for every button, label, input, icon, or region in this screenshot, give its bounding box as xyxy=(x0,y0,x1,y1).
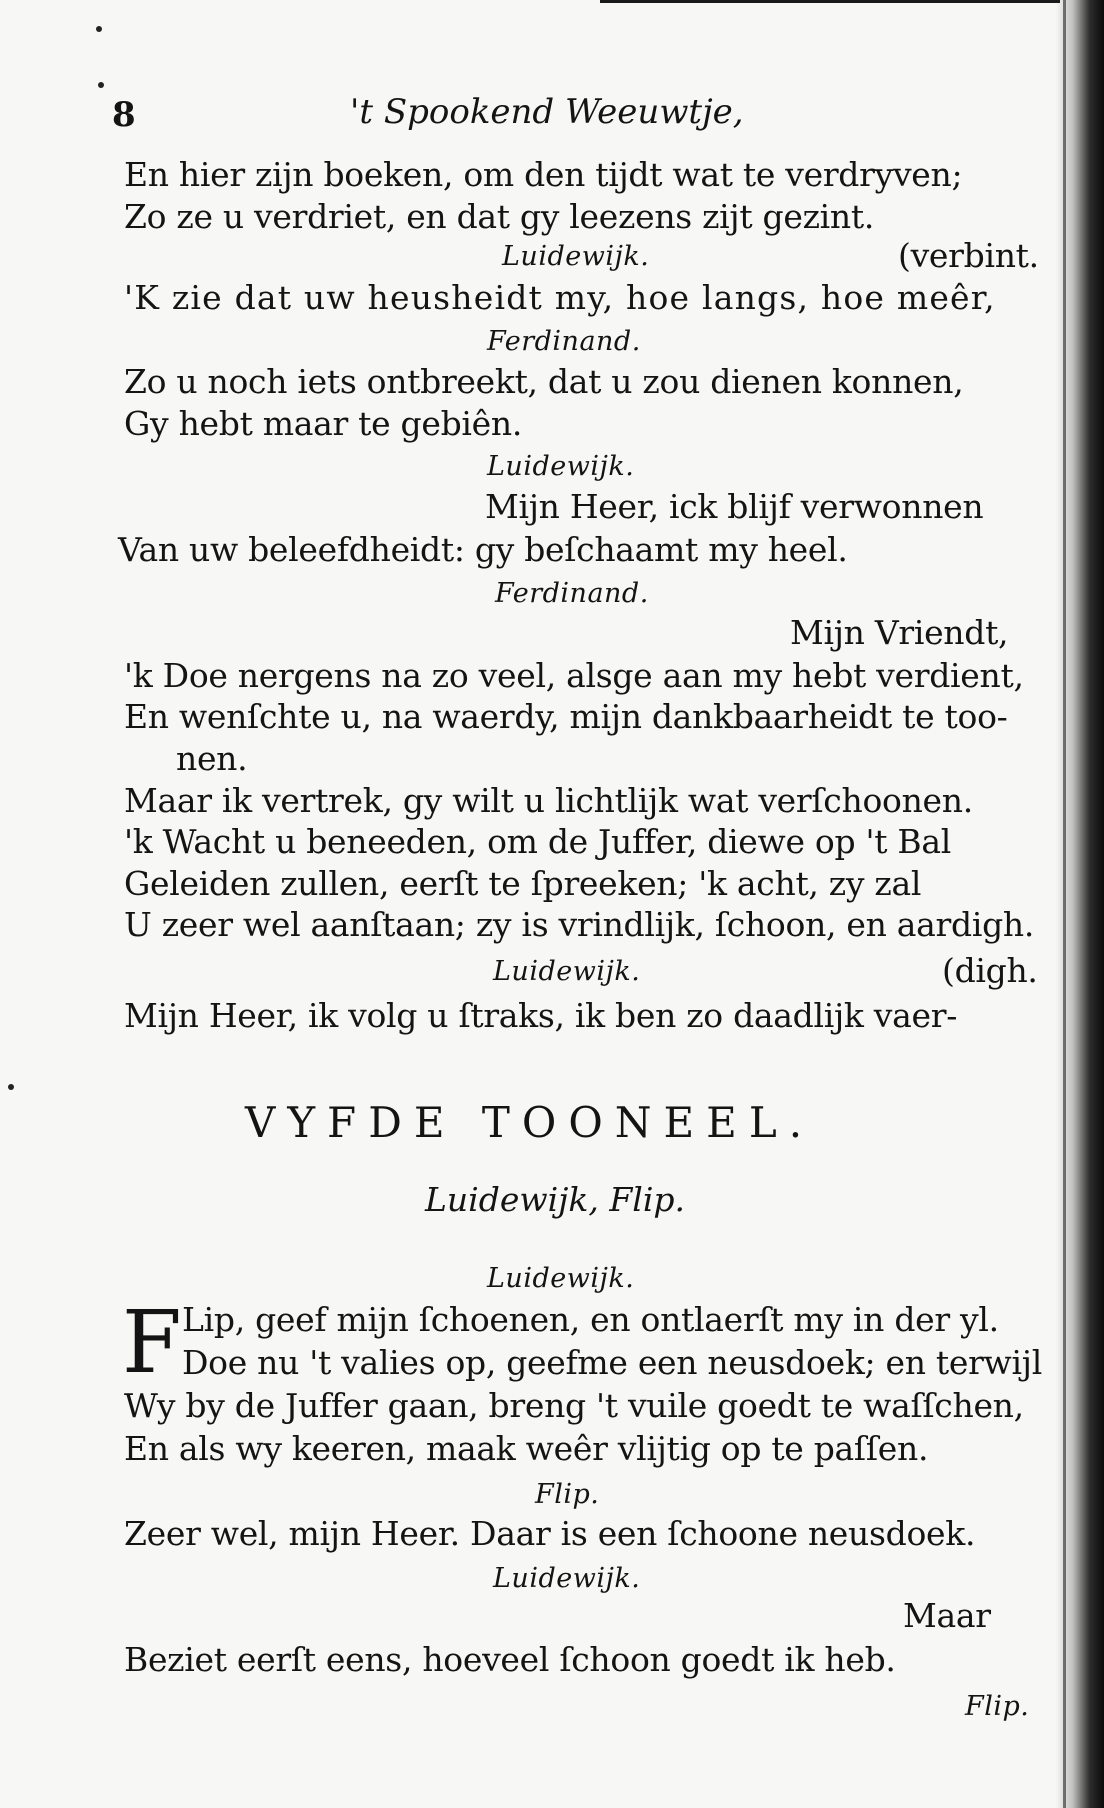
speaker-label: Luidewijk. xyxy=(502,241,650,272)
page-number: 8 xyxy=(112,95,136,135)
verse-line: Mijn Heer, ik volg u ſtraks, ik ben zo daadlijk vaer- xyxy=(124,996,958,1035)
verse-line: Lip, geef mijn ſchoenen, en ontlaerſt my in der yl. xyxy=(182,1300,999,1339)
verse-line: Zeer wel, mijn Heer. Daar is een ſchoone neusdoek. xyxy=(124,1514,976,1553)
scene-title: VYFDE TOONEEL. xyxy=(245,1098,815,1147)
ink-speck xyxy=(98,82,104,88)
verse-line: En wenſchte u, na waerdy, mijn dankbaarheidt te too- xyxy=(124,697,1008,736)
verse-line: En als wy keeren, maak weêr vlijtig op te paſſen. xyxy=(124,1429,929,1468)
speaker-label: Luidewijk. xyxy=(487,1263,635,1294)
catchword: Flip. xyxy=(965,1691,1030,1722)
verse-line: Van uw beleefdheidt: gy beſchaamt my heel. xyxy=(118,530,848,569)
verse-line: nen. xyxy=(176,739,248,778)
speaker-label: Luidewijk. xyxy=(493,1563,641,1594)
verse-line: En hier zijn boeken, om den tijdt wat te verdryven; xyxy=(124,155,963,194)
ink-speck xyxy=(96,26,102,32)
verse-line: Geleiden zullen, eerſt te ſpreeken; 'k acht, zy zal xyxy=(124,864,922,903)
scene-cast: Luidewijk, Flip. xyxy=(425,1180,686,1219)
verse-line: Maar ik vertrek, gy wilt u lichtlijk wat verſchoonen. xyxy=(124,781,973,820)
drop-cap: F xyxy=(122,1293,182,1393)
verse-line: Mijn Heer, ick blijf verwonnen xyxy=(485,487,984,526)
page-edge-line xyxy=(1063,0,1066,1808)
verse-line-overflow: (verbint. xyxy=(898,236,1039,275)
verse-line: 'k Wacht u beneeden, om de Juffer, diewe op 't Bal xyxy=(124,822,951,861)
speaker-label: Ferdinand. xyxy=(495,578,649,609)
verse-line: 'K zie dat uw heusheidt my, hoe langs, hoe meêr, xyxy=(124,278,996,317)
speaker-label: Ferdinand. xyxy=(487,326,641,357)
verse-line: Mijn Vriendt, xyxy=(790,613,1009,652)
speaker-label: Flip. xyxy=(535,1479,600,1510)
verse-line: Zo ze u verdriet, en dat gy leezens zijt gezint. xyxy=(124,197,875,236)
verse-line: Wy by de Juffer gaan, breng 't vuile goedt te waſſchen, xyxy=(124,1386,1024,1425)
verse-line-overflow: (digh. xyxy=(942,951,1038,990)
running-title: 't Spookend Weeuwtje, xyxy=(350,92,744,132)
verse-line: Zo u noch iets ontbreekt, dat u zou dienen konnen, xyxy=(124,362,964,401)
top-rule xyxy=(600,0,1060,3)
ink-speck xyxy=(8,1084,14,1090)
verse-line: Beziet eerſt eens, hoeveel ſchoon goedt ik heb. xyxy=(124,1640,896,1679)
speaker-label: Luidewijk. xyxy=(487,451,635,482)
speaker-label: Luidewijk. xyxy=(493,956,641,987)
verse-line: Doe nu 't valies op, geefme een neusdoek; en terwijl xyxy=(182,1343,1042,1382)
verse-line: Maar xyxy=(903,1596,991,1635)
verse-line: U zeer wel aanſtaan; zy is vrindlijk, ſchoon, en aardigh. xyxy=(124,905,1035,944)
verse-line: 'k Doe nergens na zo veel, alsge aan my hebt verdient, xyxy=(124,656,1024,695)
verse-line: Gy hebt maar te gebiên. xyxy=(124,404,523,443)
